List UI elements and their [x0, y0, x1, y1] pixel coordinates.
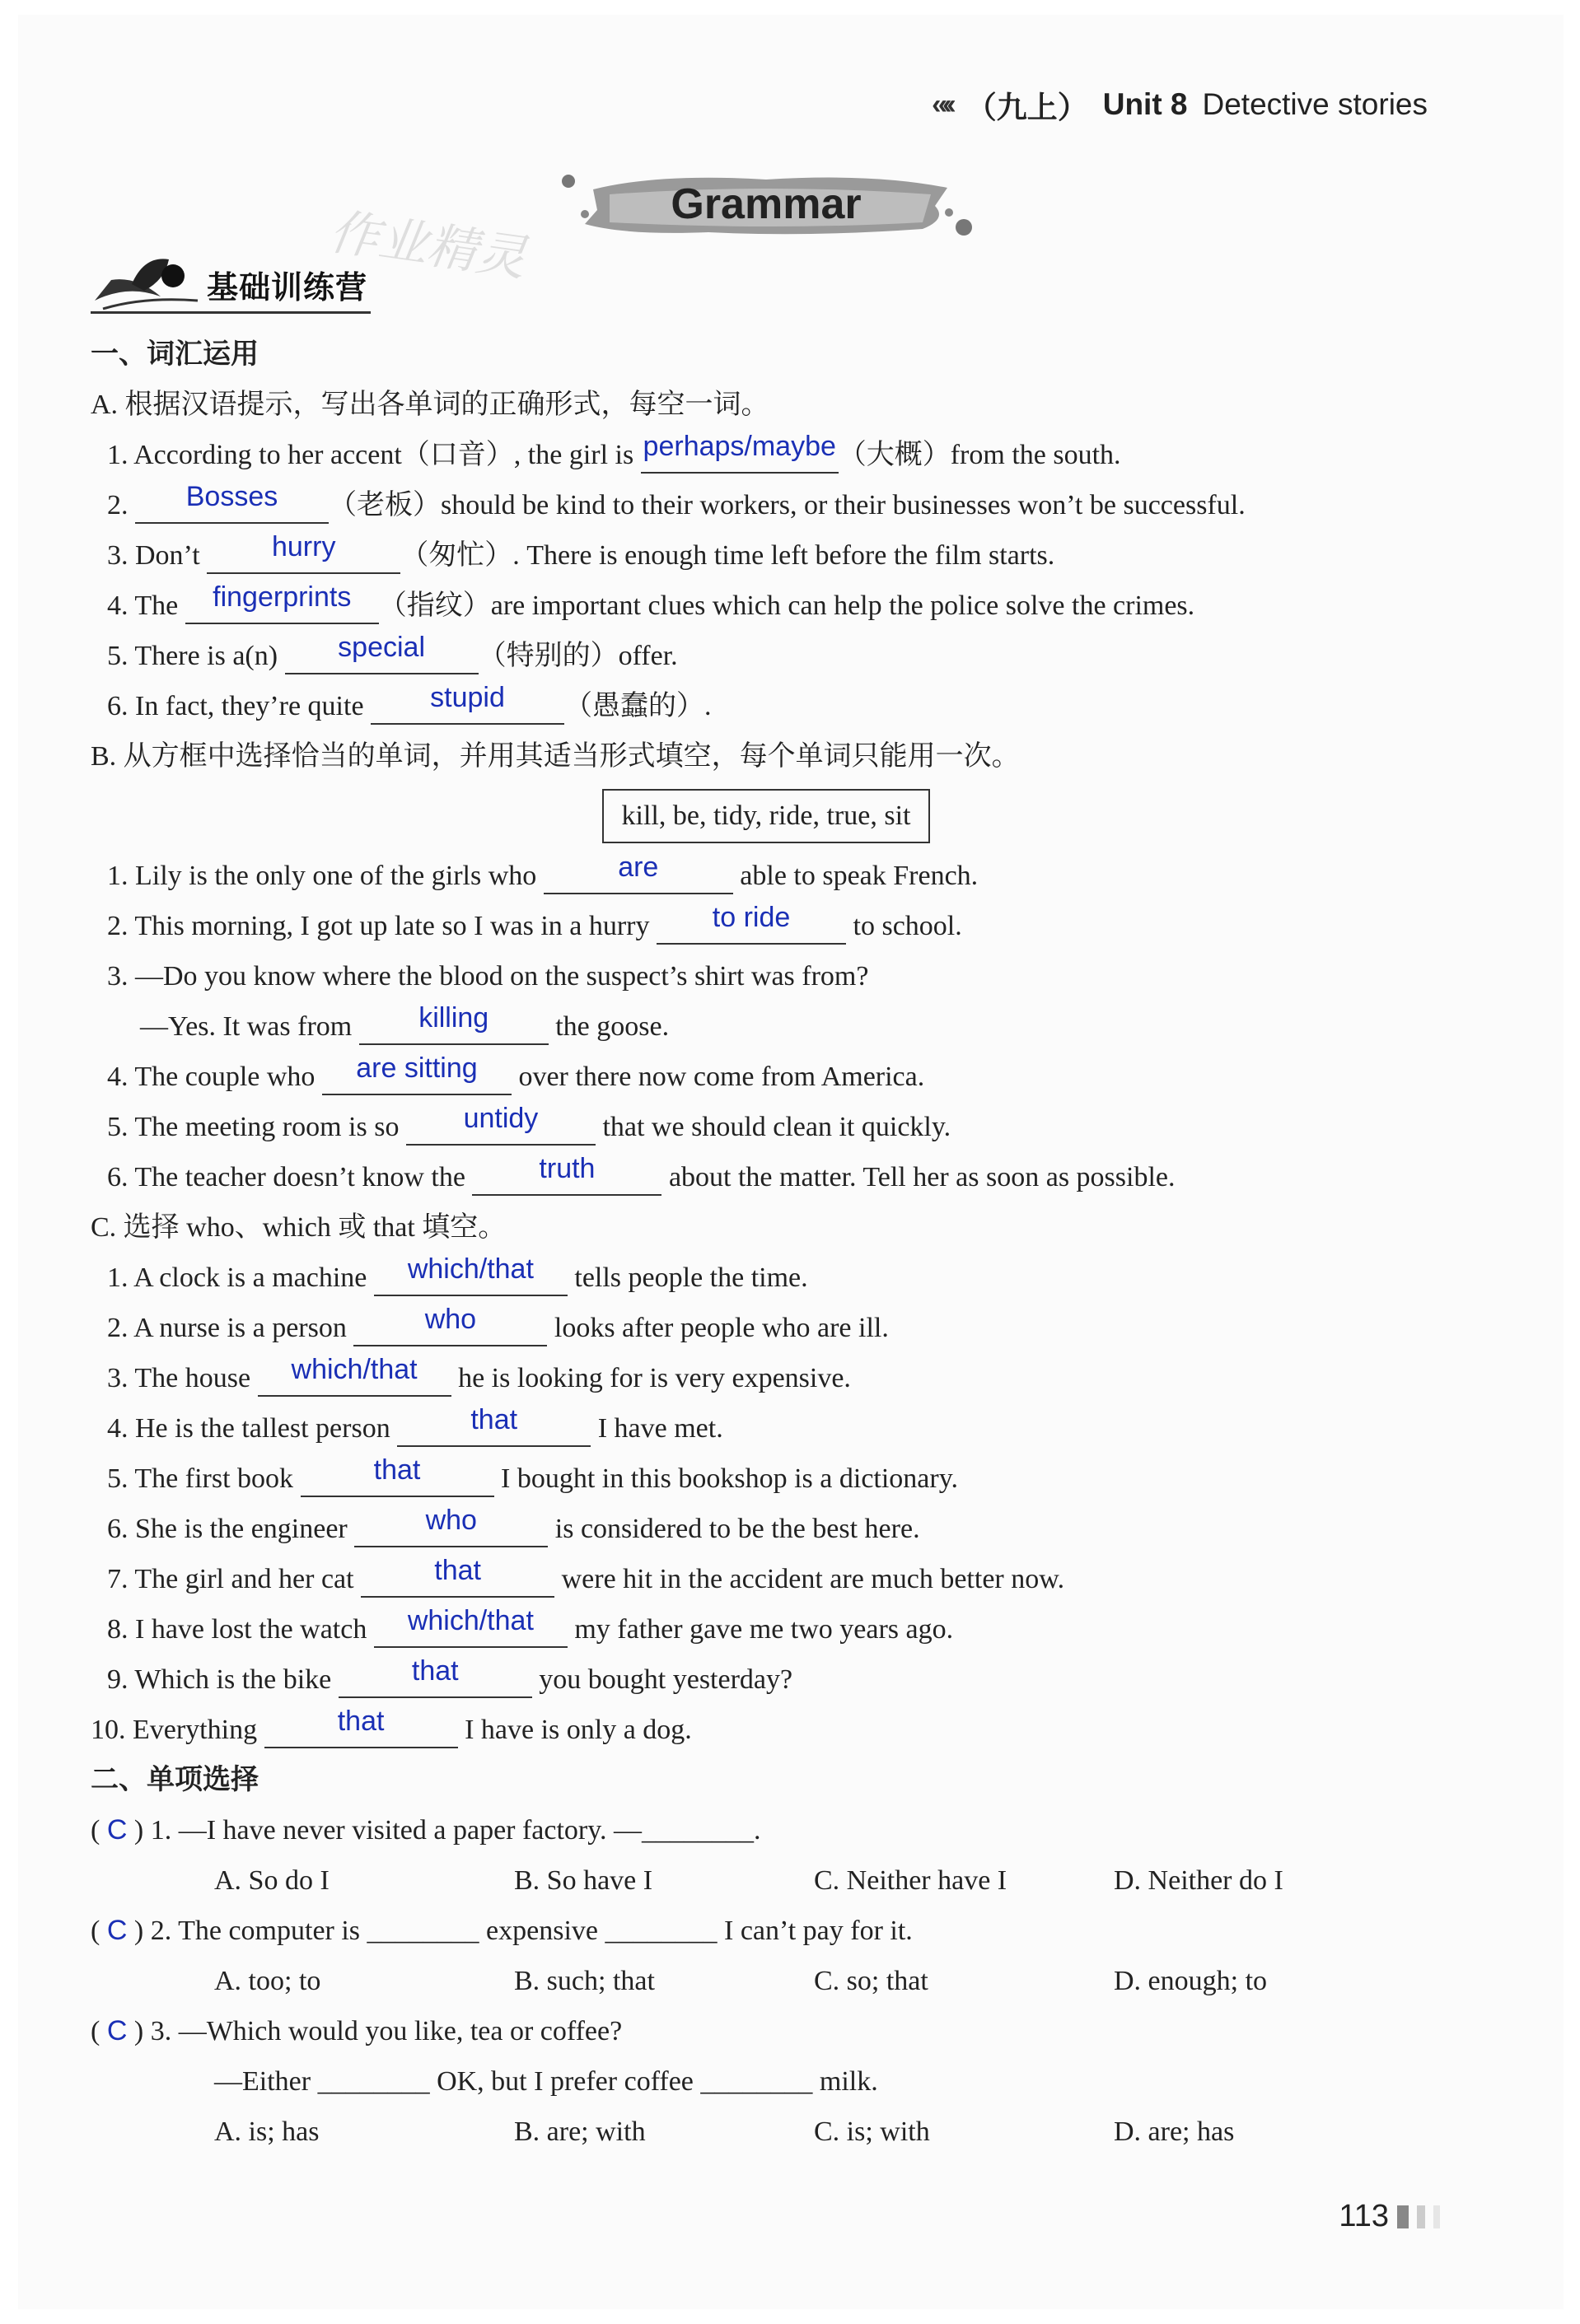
answer-blank[interactable]: untidy: [406, 1110, 596, 1146]
question-row: 1. According to her accent（口音）, the girl is perhaps/maybe（大概）from the south.: [91, 430, 1491, 480]
question-row: 3. —Do you know where the blood on the suspect’s shirt was from?: [107, 961, 869, 992]
answer-blank[interactable]: are sitting: [322, 1060, 512, 1095]
answer-blank[interactable]: that: [264, 1713, 458, 1748]
question-row: 4. He is the tallest person that I have met.: [91, 1403, 1491, 1454]
mcq-options: [91, 2107, 1491, 2157]
answer-blank[interactable]: which/that: [374, 1612, 568, 1648]
answer-blank[interactable]: that: [301, 1462, 494, 1497]
mcq-stem: ( C ) 1. —I have never visited a paper factory. —________.: [91, 1814, 761, 1846]
section-title: Grammar: [671, 180, 862, 228]
option-a[interactable]: A. So do I: [214, 1865, 330, 1896]
answer-blank[interactable]: stupid: [371, 689, 564, 725]
chevrons-icon: «‹‹: [932, 88, 951, 120]
page-number: 113: [1339, 2199, 1389, 2233]
answer-blank[interactable]: who: [354, 1512, 548, 1547]
option-a[interactable]: A. too; to: [214, 1966, 321, 1996]
part1-title: 一、词汇运用: [91, 338, 259, 371]
answer-paren[interactable]: ( C ): [91, 1814, 144, 1846]
option-c[interactable]: C. Neither have I: [814, 1865, 1007, 1896]
divider: [91, 311, 371, 314]
question-row: 5. The first book that I bought in this bookshop is a dictionary.: [91, 1454, 1491, 1504]
grammar-banner: [560, 165, 972, 244]
page-tab-marker: [1433, 2205, 1440, 2228]
answer-blank[interactable]: special: [285, 639, 479, 674]
option-d[interactable]: D. Neither do I: [1114, 1865, 1283, 1896]
answer-blank[interactable]: that: [339, 1663, 532, 1698]
unit-label: Unit 8: [1102, 87, 1188, 121]
answer-blank[interactable]: killing: [359, 1010, 549, 1045]
answer-blank[interactable]: which/that: [258, 1361, 451, 1397]
answer-blank[interactable]: hurry: [207, 539, 400, 574]
answer-paren[interactable]: ( C ): [91, 1915, 144, 1946]
option-b[interactable]: B. So have I: [514, 1865, 653, 1896]
word-box: kill, be, tidy, ride, true, sit: [602, 789, 931, 843]
option-c[interactable]: C. is; with: [814, 2116, 930, 2147]
answer-blank[interactable]: who: [353, 1311, 547, 1346]
question-row: —Yes. It was from killing the goose.: [91, 1001, 1491, 1052]
mcq-options: [91, 1956, 1491, 2006]
answer-blank[interactable]: Bosses: [135, 488, 329, 524]
mcq-stem-continued: —Either ________ OK, but I prefer coffee ________ milk.: [214, 2066, 878, 2097]
question-row: 1. Lily is the only one of the girls who are able to speak French.: [91, 851, 1491, 901]
mcq-options: [91, 1855, 1491, 1906]
question-row: 6. The teacher doesn’t know the truth about the matter. Tell her as soon as possible.: [91, 1152, 1491, 1202]
question-row: 6. She is the engineer who is considered to be the best here.: [91, 1504, 1491, 1554]
question-row: 1. A clock is a machine which/that tells people the time.: [91, 1253, 1491, 1303]
answer-blank[interactable]: which/that: [374, 1261, 568, 1296]
option-b[interactable]: B. are; with: [514, 2116, 646, 2147]
page-number-block: [1339, 2199, 1440, 2234]
question-row: 4. The couple who are sitting over there now come from America.: [91, 1052, 1491, 1102]
answer-blank[interactable]: perhaps/maybe: [641, 438, 839, 474]
part1-b-instruction: B. 从方框中选择恰当的单词，并用其适当形式填空，每个单词只能用一次。: [91, 741, 1020, 772]
watermark-text: 作业精灵: [325, 203, 531, 288]
question-row: 2. Bosses （老板）should be kind to their workers, or their businesses won’t be successful.: [91, 480, 1491, 530]
option-c[interactable]: C. so; that: [814, 1966, 928, 1996]
answer-blank[interactable]: fingerprints: [185, 589, 379, 624]
mcq-stem: ( C ) 2. The computer is ________ expensive ________ I can’t pay for it.: [91, 1915, 913, 1946]
answer-blank[interactable]: to ride: [657, 909, 846, 945]
part1-c-instruction: C. 选择 who、which 或 that 填空。: [91, 1212, 507, 1243]
grade-label: （九上）: [965, 91, 1088, 124]
page-header: [932, 82, 1428, 127]
question-row: 6. In fact, they’re quite stupid （愚蠢的）.: [91, 681, 1491, 731]
question-row: 5. The meeting room is so untidy that we should clean it quickly.: [91, 1102, 1491, 1152]
unit-topic: Detective stories: [1202, 87, 1428, 121]
question-row: 3. Don’t hurry （匆忙）. There is enough time left before the film starts.: [91, 530, 1491, 581]
question-row: 5. There is a(n) special （特别的）offer.: [91, 631, 1491, 681]
word-box-row: [91, 782, 1491, 851]
section-heading: [86, 251, 367, 317]
exercise-content: [91, 329, 1491, 2157]
answer-blank[interactable]: are: [544, 859, 733, 894]
question-row: 2. A nurse is a person who looks after people who are ill.: [91, 1303, 1491, 1353]
question-row: 9. Which is the bike that you bought yesterday?: [91, 1654, 1491, 1705]
option-d[interactable]: D. enough; to: [1114, 1966, 1268, 1996]
leaf-icon: [86, 251, 202, 317]
question-row: 4. The fingerprints （指纹）are important clues which can help the police solve the crimes.: [91, 581, 1491, 631]
part2-title: 二、单项选择: [91, 1763, 259, 1796]
option-b[interactable]: B. such; that: [514, 1966, 655, 1996]
answer-blank[interactable]: truth: [472, 1160, 661, 1196]
answer-paren[interactable]: ( C ): [91, 2015, 144, 2046]
question-row: 3. The house which/that he is looking for is very expensive.: [91, 1353, 1491, 1403]
part1-a-instruction: A. 根据汉语提示，写出各单词的正确形式，每空一词。: [91, 390, 769, 420]
question-row: 2. This morning, I got up late so I was in a hurry to ride to school.: [91, 901, 1491, 951]
option-d[interactable]: D. are; has: [1114, 2116, 1235, 2147]
page-tab-marker: [1417, 2205, 1425, 2228]
question-row: 7. The girl and her cat that were hit in the accident are much better now.: [91, 1554, 1491, 1604]
question-row: 8. I have lost the watch which/that my father gave me two years ago.: [91, 1604, 1491, 1654]
section-label: 基础训练营: [207, 268, 368, 306]
mcq-stem: ( C ) 3. —Which would you like, tea or coffee?: [91, 2015, 623, 2046]
answer-blank[interactable]: that: [361, 1562, 554, 1598]
option-a[interactable]: A. is; has: [214, 2116, 320, 2147]
answer-blank[interactable]: that: [397, 1412, 591, 1447]
question-row: 10. Everything that I have is only a dog.: [91, 1705, 1491, 1755]
page-tab-marker: [1397, 2205, 1409, 2228]
